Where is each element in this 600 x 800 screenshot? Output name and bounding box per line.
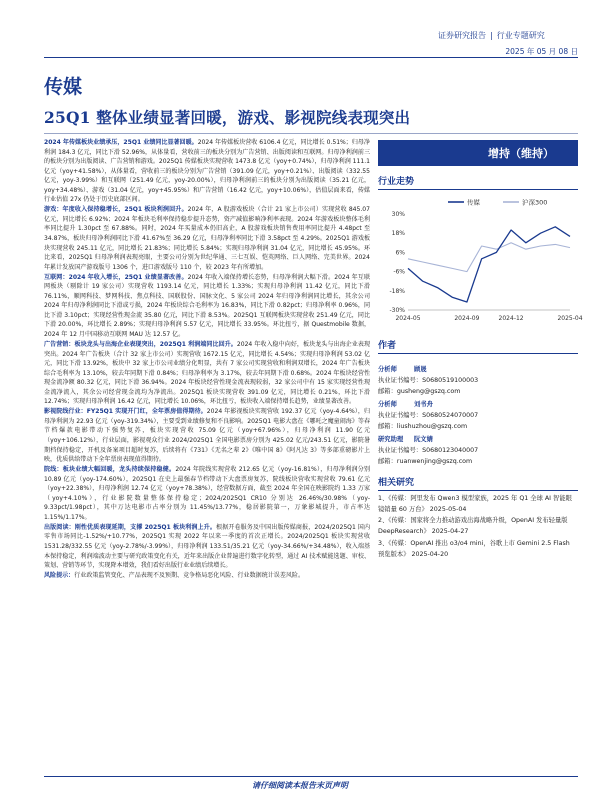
analyst-role: 分析师 [378,366,397,373]
footer-divider [44,776,578,777]
analyst-name-row [378,434,578,445]
y-tick-label: 6% [395,249,405,257]
legend-label: 传媒 [467,198,480,207]
y-tick-label: -18% [389,287,405,295]
analyst-name-row [378,364,578,375]
analyst-name-row [378,399,578,410]
cert-label: 执业证书编号： [378,447,423,454]
email-label: 邮箱： [378,423,397,430]
trend-section-title: 行业走势 [378,174,578,190]
paragraph-lead: 出版阅读：刚性优质表现延期，支撑 2025Q1 板块利润上升。 [44,523,216,531]
cert-label: 执业证书编号： [378,412,423,419]
related-list [378,494,578,560]
paragraph-internet [44,273,370,340]
analyst-cert-row [378,445,578,456]
analyst-list [378,364,578,467]
related-section-title: 相关研究 [378,475,578,491]
industry-title: 传媒 [44,76,83,98]
header-divider [44,57,578,58]
analyst-name: 阮文婧 [414,436,433,443]
analyst-role: 研究助理 [378,436,404,443]
headline-divider [44,133,578,134]
paragraph-lead: 院线：板块业绩大幅回暖，龙头持续保持稳健。 [44,466,176,474]
y-tick-label: -6% [393,268,405,276]
x-tick-label: 2024-05 [395,315,421,322]
analyst-cert-row [378,375,578,386]
paragraph-lead: 广告营销：板块龙头与出海企业表现突出，2025Q1 利润端同比回升。 [44,340,237,348]
analyst-name: 顾晟 [414,366,427,373]
paragraph-lead: 2024 年传媒板块业绩承压，25Q1 业绩同比显著回暖。 [44,139,198,146]
paragraph-lead: 互联网：2024 年收入增长，25Q1 业绩显著改善。 [44,273,188,281]
trend-chart [378,192,583,330]
paragraph-publishing [44,523,370,571]
paragraph-lead: 影视院线行业：FY25Q1 实现开门红，全年票房值得期待。 [44,408,207,416]
y-tick-label: -30% [389,307,405,314]
analyst-email-row [378,421,578,432]
paragraph-body: 2024 年，A 股游戏板块（合计 21 家上市公司）实现营收 845.07 亿元，同比增长 6.92%；2024 年板块毛利率保持稳步提升态势，资产减值影响净利率表现。2024 年游戏板块整体毛利率同比提升 1.30pct 至 67.88%。同时，2024 年买量成本仍旧高企，A 股游戏板块销售费用率同比提升 4.48pct 至 34.87%，板块归母净利润同比下滑 41.67%至 36.29 亿元，归母净利率同比下滑 3.58pct 至 4.29%。2025Q1 游戏板块实现营收 245.11 亿元，同比增长 21.83%；同比增长 5.84%；实现归母净利润 31.04 亿元，同比增长 45.95%。环比来看，2025Q1 归母净利润表现亮眼，主要公司分别为世纪华通、三七互娱、恺英网络、巨人网络、完美世界。2024 年累计发放国产游戏版号 1306 个，进口游戏版号 110 个，较 2023 年有所增加。 [44,206,370,271]
paragraph-lead: 风险提示： [44,572,75,580]
analyst-section-title: 作者 [378,338,578,354]
analyst-role: 分析师 [378,401,397,408]
email-label: 邮箱： [378,458,397,465]
paragraph-lead: 游戏：年度收入保持稳增长，25Q1 板块利润回升。 [44,206,188,214]
report-headline: 25Q1 整体业绩显著回暖，游戏、影视院线表现突出 [44,108,411,127]
sidebar [378,140,583,561]
cert-label: 执业证书编号： [378,377,423,384]
analyst-email-row [378,456,578,467]
paragraph-games [44,205,370,272]
paragraph-body: 2024 年院线实现营收 212.65 亿元（yoy-16.81%），归母净利润分别 10.89 亿元（yoy-174.60%），2025Q1 在史上最强春节档带动下大盘票房复苏，院线板块营收实现营收 79.61 亿元（yoy+22.38%），归母净利润 12.74 亿元（yoy+78.38%），经营数据方面，截至 2024 年全国在映影院约 1.33 万家（yoy+4.10%），行业影院数量整体保持稳定；2024/2025Q1 CR10 分别达 26.46%/30.98%（yoy-9.33pct/1.98pct），其中万达电影市占率分别为 11.45%/13.77%，稳居影院第一，万象影城提升，市占率达 1.15%/1.17%。 [44,466,371,521]
paragraph-body: 行业政策监管变化、产品表现不及预期、竞争格局恶化风险、行业数据统计误差风险。 [74,572,305,580]
paragraph-body: 2024 年收入端保持增长态势，归母净利润大幅下滑。2024 年互联网板块（剔除计 19 家公司）实现营收 1193.14 亿元，同比增长 1.33%；实现归母净利润 11.42 亿元，同比下滑 76.11%，顺网科技、梦网科技、焦点科技、国联股份、国脉文化、5 家公司 2024 年归母净利润同比增长，其余公司 2024 年归母净利润同比下滑或亏损，2024 年板块综合毛利率为 16.83%，同比下滑 0.82pct；归母净利率 0.96%，同比下滑 3.10pct；实现经营性现金流 35.80 亿元，同比下滑 8.53%。2025Q1 互联网板块实现营收 251.49 亿元，同比下滑 20.00%，环比增长 2.89%；实现归母净利润 5.57 亿元，同比增长 33.95%。环比扭亏，据 Questmobile 数据，2024 年 12 月中国移动互联网 MAU 达 12.57 亿。 [44,273,370,338]
paragraph-film [44,407,370,464]
paragraph-risk [44,571,370,581]
x-tick-label: 2025-04 [557,315,583,322]
main-text-column [44,138,370,581]
report-type: 证券研究报告 [438,31,486,40]
paragraph-body: 2024 年影视板块实现营收 192.37 亿元（yoy-4.64%），归母净利润为 22.93 亿元（yoy-319.34%），主要受到业绩修复和不良影响。2025Q1 电影大盘在《哪吒之魔童闹海》等春节档爆款电影带动下强势复苏，板块实现营收 75.09 亿元（yoy+67.96%），归母净利润 11.90 亿元（yoy+106.12%），行业层面，影视观众行业 2024/2025Q1 全国电影票房分别为 425.02 亿元/243.51 亿元，影院暑期档保持稳定，开机及备案项目超时复苏，后续将有《731》《无名之辈 2》《唯中国 8》《阿凡达 3》等多部重磅影片上映，优质供给带动下全年票房表现值得期待。 [44,408,371,464]
footer-disclaimer: 请仔细阅读本报告末页声明 [252,781,348,790]
legend-label: 沪深300 [522,198,548,207]
x-tick-label: 2024-12 [498,315,524,322]
cert-number: S0680519100003 [422,377,479,384]
paragraph-body: 2024 年传媒板块营收 6106.4 亿元，同比增长 0.51%；归母净利润 184.3 亿元，同比下滑 52.96%，从体量看，营收前三的板块分别为广告营销、出版阅读和互联网。归母净利润前三的板块分别为出版阅读、广告营销和游戏。2025Q1 传媒板块实现营收 1473.8 亿元（yoy+0.74%），归母净利润 111.1 亿元（yoy+41.58%），从体量看，营收前三的板块分别为广告营销（391.09 亿元，yoy+0.21%）、出版阅读（332.55 亿元，yoy-3.99%）和互联网（251.49 亿元，yoy-20.00%），归母净利润前三的板块分别为出版阅读（35.21 亿元，yoy+34.48%）、游戏（31.04 亿元，yoy+45.95%）和广告营销（16.42 亿元，yoy+10.06%），估值层面来看，传媒行业估值 27x 仍处于历史底部区间。 [44,139,370,204]
related-item[interactable]: 3、《传媒：OpenAI 推出 o3/o4 mini，谷歌上市 Gemini 2.5 Flash 预览版本》 2025-04-20 [378,539,570,558]
y-tick-label: 30% [391,211,405,218]
paragraph-overview [44,138,370,205]
trend-chart-svg [378,192,583,330]
paragraph-advertising [44,340,370,407]
paragraph-body: 2024 年收入稳中向好，板块龙头与出海企业表现突出。2024 年广告板块（合计 32 家上市公司）实现营收 1672.15 亿元，同比增长 4.54%；实现归母净利润 53.02 亿元，同比下滑 13.92%，板块中 32 家上市公司业绩分化明显，共有 7 家公司实现营收和利润双增长，2024 年广告板块综合毛利率为 13.10%，较去年同期下滑 0.84%；归母净利率为 3.17%，较去年同期下滑 0.68%。2024 年板块经营性现金流净额 80.32 亿元，同比下滑 36.94%。2024 年板块经营性现金流表现较弱，32 家公司中有 15 家实现经营性现金流净流入，其余公司经营现金流均为净流出。2025Q1 板块实现营收 391.09 亿元，同比增长 0.21%，环比下滑 12.74%；实现归母净利润 16.42 亿元，同比增长 10.06%，环比扭亏，板块收入端保持增长趋势，业绩显著改善。 [44,340,370,406]
report-header: 证券研究报告 | 行业专题研究 [438,31,545,40]
report-date: 2025 年 05 月 08 日 [505,47,578,56]
analyst-email-row [378,386,578,397]
x-tick-label: 2024-09 [454,315,480,322]
analyst-email[interactable]: liushuzhou@gszq.com [396,423,468,430]
series-line-index [408,243,570,272]
related-item[interactable]: 2、《传媒：国家将全力推动游戏出海战略升级，OpenAI 发布轻量版 DeepResearch》 2025-04-27 [378,517,568,536]
report-category: 行业专题研究 [496,31,545,40]
analyst-cert-row [378,410,578,421]
analyst-email[interactable]: ruanwenjing@gszq.com [396,458,473,465]
rating-badge: 增持（维持） [378,140,578,166]
paragraph-body: 根据开卷服务及中国出版传媒商报，2024/2025Q1 国内零售市场同比-1.52%/+10.77%，2025Q1 实现 2022 年以来一季度的首次正增长。2024/2025Q1 板块实现营收 1531.28/332.55 亿元（yoy-2.78%/-3.99%），归母净利润 133.51/35.21 亿元（yoy-34.66%/+34.48%），收入端基本保持稳定，利润端波动主要与研究政策变化有关，近年来出版企业普遍进行数字化转型，通过 AI 技术赋能选题、审校、策划、营销等环节，实现降本增效，我们看好出版行业业绩后续增长。 [44,523,371,570]
cert-number: S0680524070007 [422,412,479,419]
email-label: 邮箱： [378,388,397,395]
analyst-name: 刘书舟 [414,401,433,408]
related-item[interactable]: 1、《传媒：阿里发布 Qwen3 模型家族，2025 年 Q1 全球 AI 智能眼镜销量 60 万台》 2025-05-04 [378,495,572,513]
analyst-email[interactable]: gusheng@gszq.com [396,388,461,395]
paragraph-cinema [44,465,370,522]
cert-number: S0680123040007 [422,447,479,454]
y-tick-label: 18% [391,230,405,238]
